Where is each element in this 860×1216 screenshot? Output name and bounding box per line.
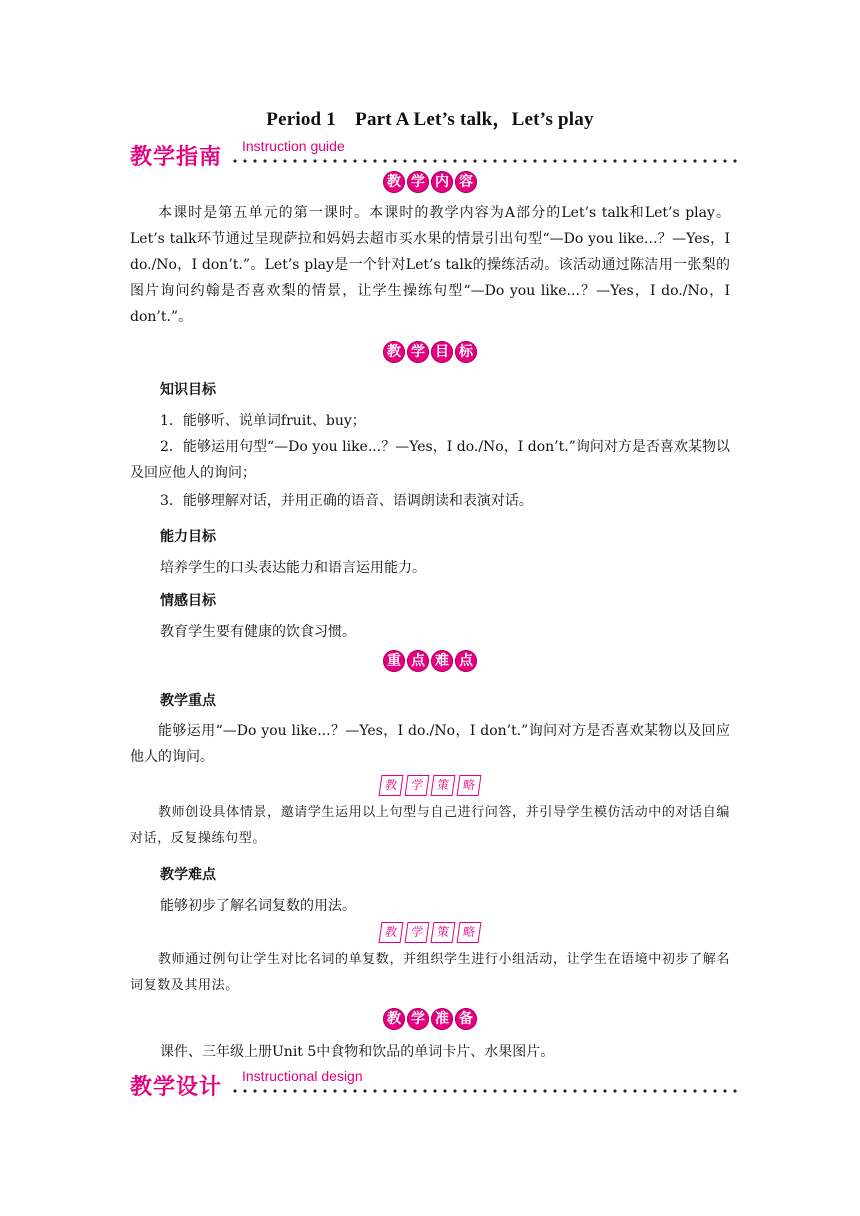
badge-char: 备 [455, 1008, 477, 1030]
badge-teaching-strategy-2 [0, 922, 860, 943]
knowledge-item-1: 1．能够听、说单词fruit、buy； [160, 413, 366, 429]
teaching-difficulty-label: 教学难点 [160, 867, 216, 883]
emotion-goals-text: 教育学生要有健康的饮食习惯。 [160, 624, 356, 640]
teaching-focus-label: 教学重点 [160, 693, 216, 709]
knowledge-goals-label: 知识目标 [160, 382, 216, 398]
badge-char: 教 [379, 922, 404, 943]
badge-char: 略 [457, 922, 482, 943]
badge-char: 学 [407, 171, 429, 193]
badge-teaching-content [0, 171, 860, 193]
badge-char: 学 [407, 1008, 429, 1030]
section-title-en: Instructional design [242, 1068, 363, 1084]
badge-char: 准 [431, 1008, 453, 1030]
ability-goals-label: 能力目标 [160, 529, 216, 545]
knowledge-item-2: 2．能够运用句型“—Do you like...？—Yes，I do./No，I don’t.”询问对方是否喜欢某物以及回应他人的询问； [130, 439, 730, 481]
strategy-2-text: 教师通过例句让学生对比名词的单复数，并组织学生进行小组活动，让学生在语境中初步了解名词复数及其用法。 [130, 952, 730, 993]
badge-char: 目 [431, 341, 453, 363]
badge-char: 教 [383, 341, 405, 363]
knowledge-item-3: 3．能够理解对话，并用正确的语音、语调朗读和表演对话。 [160, 493, 533, 509]
dotted-divider [230, 158, 740, 164]
badge-char: 标 [455, 341, 477, 363]
badge-key-difficult-points [0, 650, 860, 672]
badge-teaching-strategy-1 [0, 775, 860, 796]
badge-char: 学 [407, 341, 429, 363]
badge-char: 策 [431, 922, 456, 943]
teaching-difficulty-text: 能够初步了解名词复数的用法。 [160, 898, 356, 914]
badge-char: 教 [383, 1008, 405, 1030]
badge-teaching-preparation [0, 1008, 860, 1030]
badge-char: 重 [383, 650, 405, 672]
badge-char: 学 [405, 922, 430, 943]
section-header-design [130, 1070, 740, 1100]
lesson-title: Period 1 Part A Let’s talk，Let’s play [266, 109, 594, 130]
badge-char: 教 [379, 775, 404, 796]
badge-char: 难 [431, 650, 453, 672]
section-title-cn: 教学设计 [130, 1075, 223, 1100]
badge-char: 内 [431, 171, 453, 193]
badge-char: 点 [455, 650, 477, 672]
dotted-divider [230, 1088, 740, 1094]
badge-teaching-goals [0, 341, 860, 363]
badge-char: 教 [383, 171, 405, 193]
preparation-text: 课件、三年级上册Unit 5中食物和饮品的单词卡片、水果图片。 [160, 1044, 555, 1060]
ability-goals-text: 培养学生的口头表达能力和语言运用能力。 [160, 560, 426, 576]
badge-char: 容 [455, 171, 477, 193]
section-title-cn: 教学指南 [130, 145, 223, 170]
badge-char: 策 [431, 775, 456, 796]
emotion-goals-label: 情感目标 [160, 593, 216, 609]
badge-char: 学 [405, 775, 430, 796]
section-title-en: Instruction guide [242, 138, 345, 154]
badge-char: 略 [457, 775, 482, 796]
strategy-1-text: 教师创设具体情景，邀请学生运用以上句型与自己进行问答，并引导学生模仿活动中的对话自编对话，反复操练句型。 [130, 805, 730, 846]
content-paragraph: 本课时是第五单元的第一课时。本课时的教学内容为A部分的Let’s talk和Let’s play。Let’s talk环节通过呈现萨拉和妈妈去超市买水果的情景引出句型“—Do you like...？—Yes，I do./No，I don’t.”。Let’s play是一个针对Let’s talk的操练活动。该活动通过陈洁用一张梨的图片询问约翰是否喜欢梨的情景，让学生操练句型“—Do you like...？—Yes，I do./No，I don’t.”。 [130, 205, 730, 325]
teaching-focus-text: 能够运用“—Do you like...？—Yes，I do./No，I don’t.”询问对方是否喜欢某物以及回应他人的询问。 [130, 723, 730, 765]
section-header-guide [130, 140, 740, 170]
badge-char: 点 [407, 650, 429, 672]
